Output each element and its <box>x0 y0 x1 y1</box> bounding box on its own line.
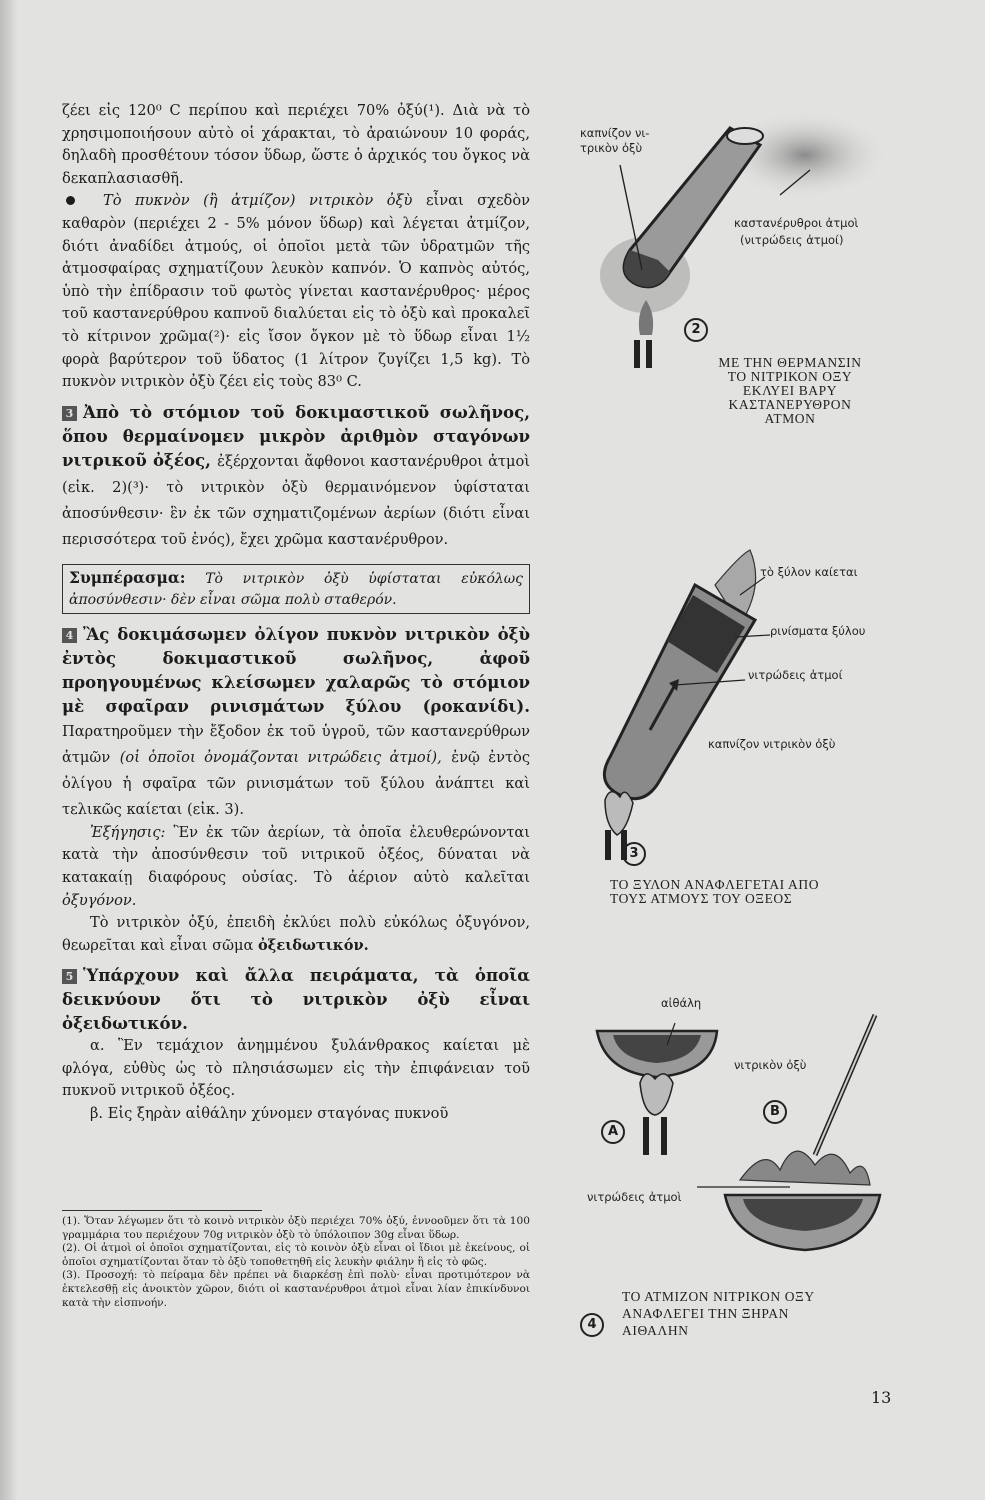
caption-line: ΑΝΑΦΛΕΓΕΙ ΤΗΝ ΞΗΡΑΝ <box>622 1306 790 1321</box>
paragraph-oxidizing <box>62 912 530 957</box>
caption-line: ΤΟ ΝΙΤΡΙΚΟΝ ΟΞΥ <box>727 369 853 384</box>
section-3-heading: Ἀπὸ τὸ στόμιον τοῦ δοκιμαστικοῦ σωλῆνος, ὅπου θερμαίνομεν μικρὸν ἀριθμὸν σταγόνων νιτρικοῦ ὀξέος, <box>62 401 530 470</box>
label-wood-burns: τὸ ξύλον καίεται <box>760 565 858 579</box>
test-tube <box>624 128 763 287</box>
fuming-acid-text: εἶναι σχεδὸν καθαρὸν (περιέχει 2 - 5% μόνον ὕδωρ) καὶ λέγεται ἀτμίζον, διότι ἀναδίδει ἀτμούς, οἱ ὁποῖοι μετὰ τῶν ὑδρατμῶν τῆς ἀτμοσφαίρας σχηματίζουν λευκὸν καπνόν. Ὁ καπνὸς αὐτός, ὑπὸ τὴν ἐπίδρασιν τοῦ φωτὸς γίνεται καστανέρυθρος· μέρος τοῦ καστανερύθρου καπνοῦ διαλύεται εἰς τὸ ὀξὺ καὶ προκαλεῖ τὸ κίτρινον χρῶμα(²)· εἰς ἴσον ὄγκον μὲ τὸ ὕδωρ εἶναι 1½ φορὰ βαρύτερον τοῦ ὕδατος (1 λίτρον ζυγίζει 1,5 kg). Τὸ πυκνὸν νιτρικὸν ὀξὺ ζέει εἰς τοὺς 83⁰ C. <box>62 192 530 391</box>
section-3 <box>62 400 530 552</box>
label-nitrous-vapors-3: νιτρώδεις ἀτμοί <box>748 668 843 682</box>
caption-line: ΑΙΘΑΛΗΝ <box>622 1323 689 1338</box>
footnote-rule <box>62 1210 262 1211</box>
label-fuming-acid: καπνίζον νι- <box>580 126 650 140</box>
oxidizing-term: ὀξειδωτικόν. <box>257 936 369 954</box>
section-5-heading: Ὑπάρχουν καὶ ἄλλα πειράματα, τὰ ὁποῖα δεικνύουν ὅτι τὸ νιτρικὸν ὀξὺ εἶναι ὀξειδωτικόν. <box>62 965 530 1034</box>
caption-line: ΑΤΜΟΝ <box>764 411 816 426</box>
caption-line: ΚΑΣΤΑΝΕΡΥΘΡΟΝ <box>728 397 852 412</box>
figure-3-illustration <box>565 545 805 865</box>
pipette-b <box>815 1015 875 1155</box>
test-tube-large <box>604 585 755 799</box>
caption-line: ΤΟ ΑΤΜΙΖΟΝ ΝΙΤΡΙΚΟΝ ΟΞΥ <box>622 1289 815 1304</box>
conclusion-text: Τὸ νιτρικὸν ὀξὺ ὑφίσταται εὐκόλως ἀποσύνθεσιν· δὲν εἶναι σῶμα πολὺ σταθερόν. <box>69 570 524 608</box>
figure-4-illustration <box>585 1005 895 1285</box>
label-nitrous-vapors-4: νιτρώδεις ἀτμοὶ <box>587 1190 682 1204</box>
label-fuming-acid-3: καπνίζον νιτρικὸν ὀξὺ <box>708 737 836 751</box>
dish-a <box>597 1031 717 1077</box>
item-b: β. Εἰς ξηρὰν αἰθάλην χύνομεν σταγόνας πυκνοῦ <box>90 1105 449 1123</box>
figure-3-caption <box>610 878 910 906</box>
figure-2-caption <box>680 356 900 426</box>
section-3-number: 3 <box>62 406 77 421</box>
page-edge-shadow <box>0 0 18 1500</box>
bullet-icon <box>66 196 75 205</box>
label-soot: αἰθάλη <box>661 996 702 1010</box>
caption-line: ΕΚΛΥΕΙ ΒΑΡΥ <box>742 383 838 398</box>
footnotes <box>62 1210 530 1310</box>
explanation-text: Ἓν ἐκ τῶν ἀερίων, τὰ ὁποῖα ἐλευθερώνονται κατὰ τὴν ἀποσύνθεσιν τοῦ νιτρικοῦ ὀξέος, δύναται νὰ κατακαίῃ διαφόρους οὐσίας. Τὸ ἀέριον αὐτὸ καλεῖται <box>62 823 530 886</box>
burning-soot-b <box>725 1151 880 1250</box>
section-5 <box>62 963 530 1035</box>
figure-4-number: 4 <box>580 1313 604 1337</box>
paragraph-explanation <box>62 822 530 912</box>
oxidizing-text: Τὸ νιτρικὸν ὀξύ, ἐπειδὴ ἐκλύει πολὺ εὐκόλως ὀξυγόνον, θεωρεῖται καὶ εἶναι σῶμα <box>62 914 530 954</box>
caption-line: ΤΟΥΣ ΑΤΜΟΥΣ ΤΟΥ ΟΞΕΟΣ <box>610 891 793 906</box>
section-4-text-2: ἐνῷ ἐντὸς ὀλίγου ἡ σφαῖρα τῶν ρινισμάτων τοῦ ξύλου ἀνάπτει καὶ τελικῶς καίεται (εἰκ. 3). <box>62 748 531 818</box>
label-shavings: ρινίσματα ξύλου <box>770 624 866 638</box>
marker-b: B <box>763 1100 787 1124</box>
label-brown-vapors: καστανέρυθροι ἀτμοὶ <box>734 216 859 230</box>
footnote-2: (2). Οἱ ἀτμοὶ οἱ ὁποῖοι σχηματίζονται, εἰς τὸ κοινὸν ὀξὺ εἶναι οἱ ἴδιοι μὲ ἐκείνους, οἱ ὁποῖοι σχηματίζονται ὅταν τὸ ὀξὺ τοποθετηθῆ εἰς λευκὴν φιάλην ἢ εἰς τὸ φῶς. <box>62 1242 530 1268</box>
page-number: 13 <box>871 1388 892 1407</box>
marker-a: A <box>601 1120 625 1144</box>
figure-4-caption <box>622 1288 922 1339</box>
section-4-italic: (οἱ ὁποῖοι ὀνομάζονται νιτρώδεις ἀτμοί), <box>119 748 442 766</box>
section-4-text-1: Παρατηροῦμεν τὴν ἔξοδον ἐκ τοῦ ὑγροῦ, τῶν καστανερύθρων ἀτμῶν <box>62 722 530 766</box>
oxygen-term: ὀξυγόνον. <box>62 891 137 909</box>
section-4-heading: Ἂς δοκιμάσωμεν ὀλίγον πυκνὸν νιτρικὸν ὀξὺ ἐντὸς δοκιμαστικοῦ σωλῆνος, ἀφοῦ προηγουμένως κλείσωμεν χαλαρῶς τὸ στόμιον μὲ σφαῖραν ρινισμάτων ξύλου (ροκανίδι). <box>62 623 530 716</box>
section-3-text: ἐξέρχονται ἄφθονοι καστανέρυθροι ἀτμοὶ (εἰκ. 2)(³)· τὸ νιτρικὸν ὀξὺ θερμαινόμενον ὑφίσταται ἀποσύνθεσιν· ἓν ἐκ τῶν σχηματιζομένων ἀερίων (διότι εἶναι περισσότερα τοῦ ἑνός), ἔχει χρῶμα καστανέρυθρον. <box>62 452 530 548</box>
conclusion-label: Συμπέρασμα: <box>69 567 186 587</box>
fuming-acid-term: Τὸ πυκνὸν (ἢ ἀτμίζον) νιτρικὸν ὀξὺ <box>103 192 413 210</box>
explanation-label: Ἐξήγησις: <box>90 823 166 841</box>
footnote-3: (3). Προσοχή: τὸ πείραμα δὲν πρέπει νὰ διαρκέσῃ ἐπὶ πολὺ· εἶναι προτιμότερον νὰ ἐκτελεσθῇ εἰς ἀνοικτὸν χῶρον, διότι οἱ καστανέρυθροι ἀτμοὶ εἶναι λίαν ἐπικίνδυνοι κατὰ τὴν εἰσπνοήν. <box>62 1269 530 1309</box>
figure-3-number: 3 <box>622 842 646 866</box>
figure-2-number: 2 <box>684 318 708 342</box>
footnote-1: (1). Ὅταν λέγωμεν ὅτι τὸ κοινὸ νιτρικὸν ὀξὺ περιέχει 70% ὀξύ, ἐννοοῦμεν ὅτι τὰ 100 γραμμάρια του περιέχουν 70g νιτρικὸν ὀξὺ τὸ ὑπόλοιπον 30g εἶναι ὕδωρ. <box>62 1215 530 1241</box>
text-column <box>62 100 530 1126</box>
caption-line: ΤΟ ΞΥΛΟΝ ΑΝΑΦΛΕΓΕΤΑΙ ΑΠΟ <box>610 877 820 892</box>
paragraph-boiling: ζέει εἰς 120⁰ C περίπου καὶ περιέχει 70% ὀξύ(¹). Διὰ νὰ τὸ χρησιμοποιήσουν αὐτὸ οἱ χάρακται, τὸ ἀραιώνουν 10 φοράς, δηλαδὴ προσθέτουν τόσον ὕδωρ, ὥστε ὁ ἀρχικός του ὄγκος νὰ δεκαπλασιασθῆ. <box>62 102 530 187</box>
label-nitric-acid-4: νιτρικὸν ὀξὺ <box>734 1058 807 1072</box>
section-4 <box>62 622 530 822</box>
label-nitrous-vapors: (νιτρώδεις ἀτμοί) <box>740 233 844 247</box>
label-fuming-acid-2: τρικὸν ὀξὺ <box>580 141 643 155</box>
section-4-number: 4 <box>62 628 77 643</box>
conclusion-box <box>62 564 530 614</box>
flame-a <box>640 1074 673 1155</box>
item-a: α. Ἓν τεμάχιον ἀνημμένου ξυλάνθρακος καίεται μὲ φλόγα, εὐθὺς ὡς τὸ πλησιάσωμεν εἰς τὴν ἐπιφάνειαν τοῦ πυκνοῦ νιτρικοῦ ὀξέος. <box>62 1037 530 1100</box>
section-5-number: 5 <box>62 969 77 984</box>
caption-line: ΜΕ ΤΗΝ ΘΕΡΜΑΝΣΙΝ <box>718 355 862 370</box>
paragraph-fuming-acid <box>62 190 530 393</box>
